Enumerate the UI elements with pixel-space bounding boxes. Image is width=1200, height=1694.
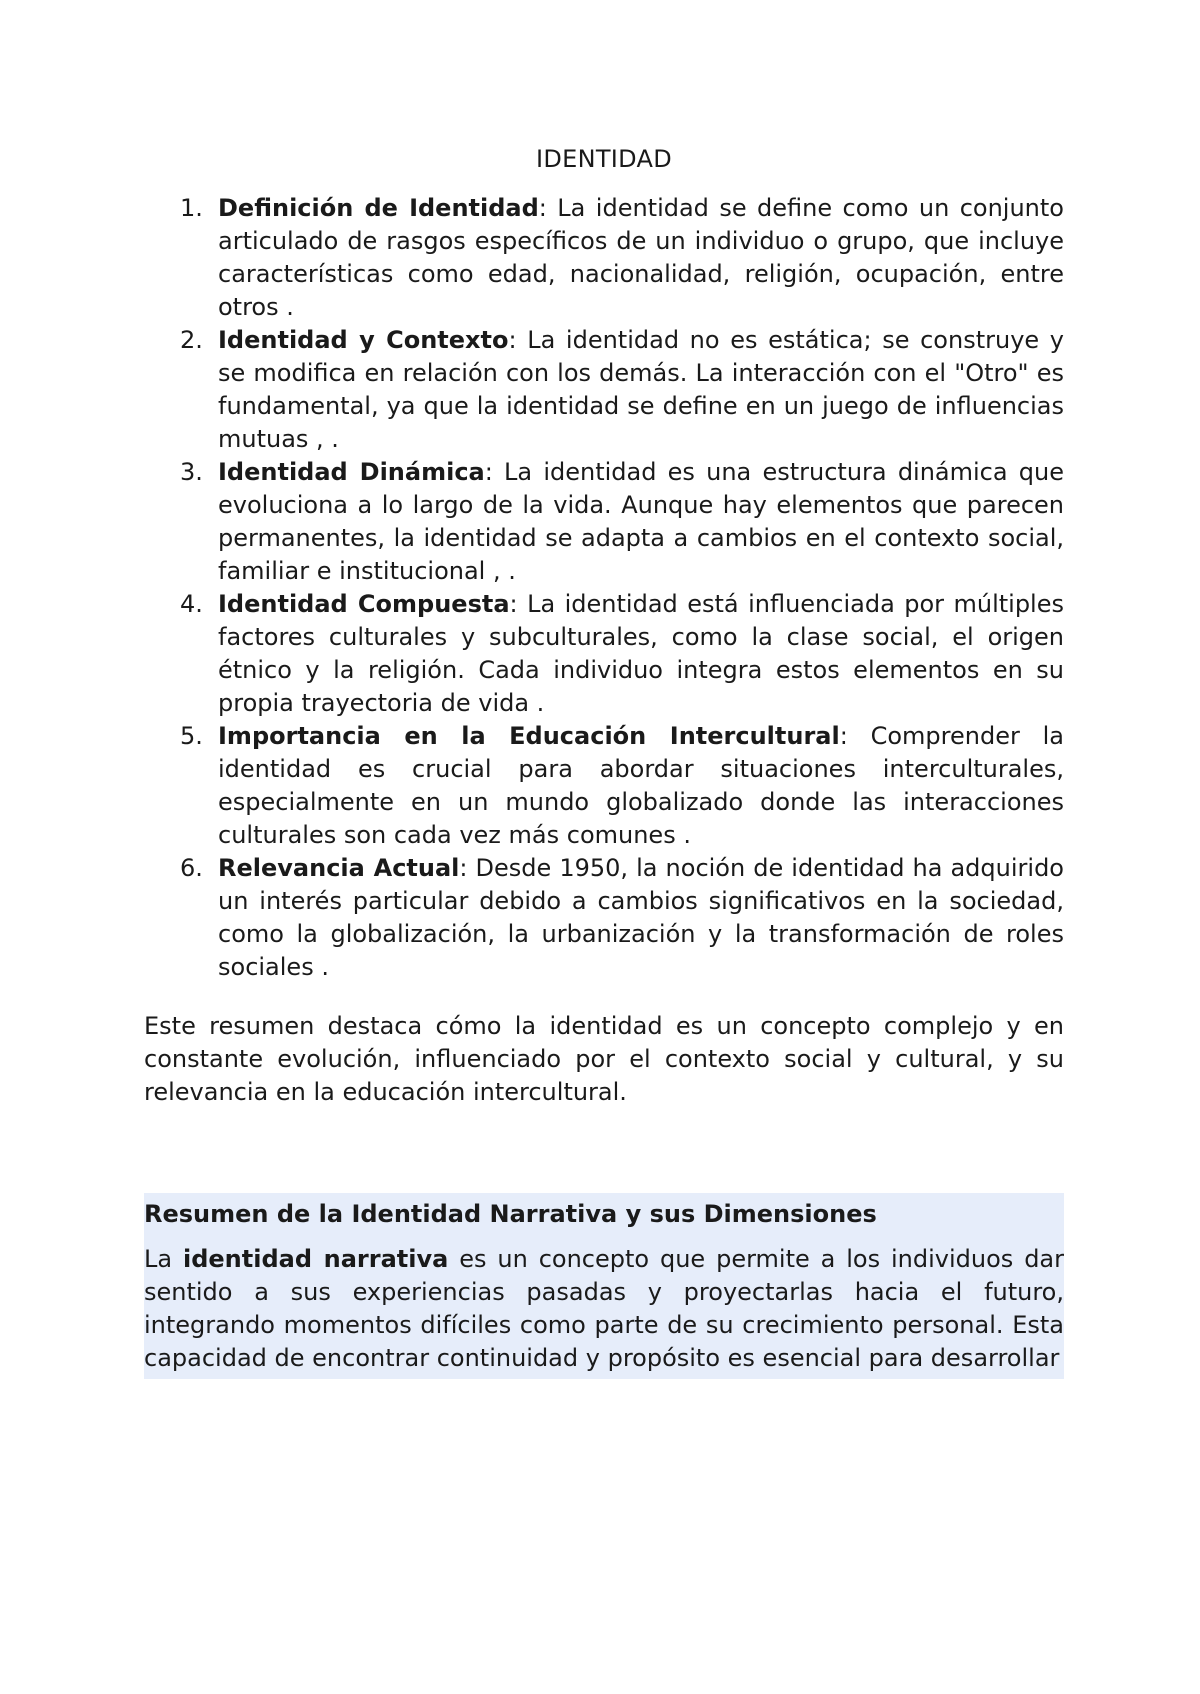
list-item-number: 5.	[180, 722, 203, 750]
document-content	[144, 142, 1064, 1379]
narrative-section	[144, 1193, 1064, 1379]
list-item-text: : La identidad se define como un conjunto articulado de rasgos específicos de un individuo o grupo, que incluye características como edad, nacionalidad, religión, ocupación, entre otros .	[218, 194, 1064, 321]
narrative-intro: La	[144, 1245, 183, 1273]
list-item-number: 3.	[180, 458, 203, 486]
list-item-text: : La identidad no es estática; se construye y se modifica en relación con los demás. La interacción con el "Otro" es fundamental, ya que la identidad se define en un juego de influencias mutuas , .	[218, 326, 1065, 453]
narrative-paragraph	[144, 1243, 1064, 1379]
list-item-text: : La identidad es una estructura dinámica que evoluciona a lo largo de la vida. Aunque hay elementos que parecen permanentes, la identidad se adapta a cambios en el contexto social, familiar e institucional , .	[218, 458, 1064, 585]
list-item-text: : Desde 1950, la noción de identidad ha adquirido un interés particular debido a cambios significativos en la sociedad, como la globalización, la urbanización y la transformación de roles sociales .	[218, 854, 1064, 981]
list-item-number: 6.	[180, 854, 203, 882]
list-item-number: 4.	[180, 590, 203, 618]
list-item	[144, 720, 1064, 852]
list-item-text: : La identidad está influenciada por múltiples factores culturales y subculturales, como la clase social, el origen étnico y la religión. Cada individuo integra estos elementos en su propia trayectoria de vida .	[218, 590, 1064, 717]
list-item	[144, 324, 1064, 456]
list-item	[144, 192, 1064, 324]
list-item-number: 2.	[180, 326, 203, 354]
list-item-label: Relevancia Actual	[218, 854, 460, 882]
list-item	[144, 852, 1064, 984]
list-item-label: Definición de Identidad	[218, 194, 539, 222]
list-item-number: 1.	[180, 194, 203, 222]
narrative-heading: Resumen de la Identidad Narrativa y sus Dimensiones	[144, 1200, 877, 1228]
list-item	[144, 456, 1064, 588]
document-title: IDENTIDAD	[535, 145, 673, 173]
summary-paragraph: Este resumen destaca cómo la identidad es un concepto complejo y en constante evolución, influenciado por el contexto social y cultural, y su relevancia en la educación intercultural.	[144, 1012, 1064, 1106]
narrative-body: es un concepto que permite a los individuos dar sentido a sus experiencias pasadas y proyectarlas hacia el futuro, integrando momentos difíciles como parte de su crecimiento personal. Esta capacidad de encontrar continuidad y propósito es esencial para desarrollar	[144, 1245, 1064, 1372]
list-item-text: : Comprender la identidad es crucial para abordar situaciones interculturales, especialmente en un mundo globalizado donde las interacciones culturales son cada vez más comunes .	[218, 722, 1064, 849]
list-item	[144, 588, 1064, 720]
list-item-label: Identidad y Contexto	[218, 326, 509, 354]
identity-list	[144, 192, 1064, 984]
list-item-label: Importancia en la Educación Intercultural	[218, 722, 840, 750]
list-item-label: Identidad Compuesta	[218, 590, 510, 618]
list-item-label: Identidad Dinámica	[218, 458, 485, 486]
narrative-term: identidad narrativa	[182, 1245, 449, 1273]
